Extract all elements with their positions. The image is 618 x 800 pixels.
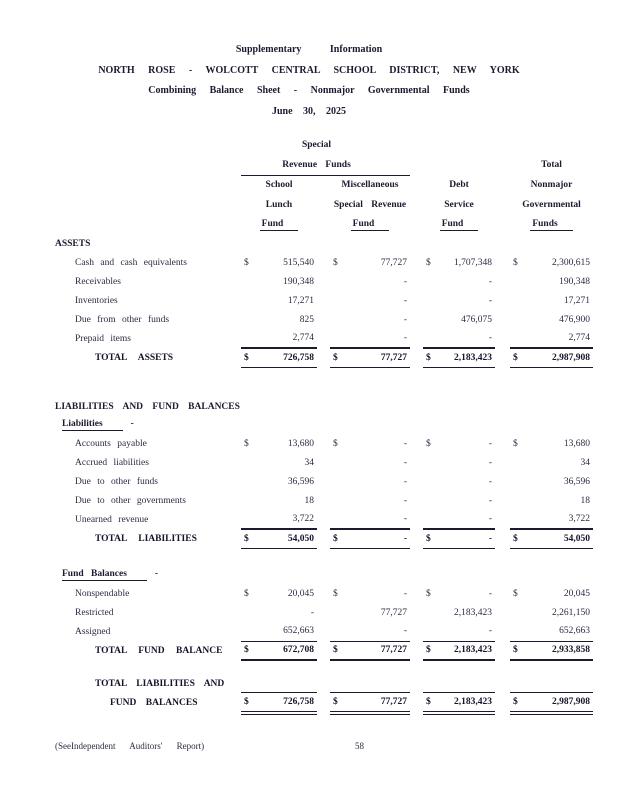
amount-value: 17,271 — [563, 295, 591, 306]
amount-value: 20,045 — [563, 588, 591, 599]
currency-symbol: $ — [244, 696, 249, 707]
currency-symbol: $ — [244, 588, 249, 599]
amount-cell — [423, 693, 495, 713]
fund-balances-subheader-row — [55, 566, 593, 584]
column-header-row-1 — [55, 175, 593, 195]
table-row — [55, 272, 593, 291]
amount-value: 515,540 — [283, 257, 314, 268]
table-row — [55, 310, 593, 329]
amount-cell — [241, 329, 317, 348]
amount-value: - — [488, 457, 493, 468]
amount-cell — [423, 272, 495, 291]
row-label: Accrued liabilities — [75, 457, 149, 468]
row-label: Due to other funds — [75, 476, 158, 487]
grand-total-label-line2: FUND BALANCES — [110, 697, 198, 708]
col2-fund-label: Fund — [351, 219, 390, 231]
column-group-row-2 — [55, 155, 593, 175]
amount-cell — [241, 491, 317, 510]
table-row — [55, 472, 593, 491]
amount-cell — [241, 641, 317, 660]
subheader-dash: - — [130, 419, 134, 429]
currency-symbol: $ — [426, 645, 431, 656]
total-label: TOTAL FUND BALANCE — [95, 645, 223, 656]
liabilities-section-header-row — [55, 397, 593, 416]
currency-symbol: $ — [426, 533, 431, 544]
amount-cell — [330, 510, 410, 529]
amount-cell — [330, 641, 410, 660]
row-label: Nonspendable — [75, 588, 130, 599]
currency-symbol: $ — [513, 352, 518, 363]
amount-value: 190,348 — [283, 276, 314, 287]
amount-value: - — [403, 295, 408, 306]
col2-header-line1: Miscellaneous — [341, 180, 399, 191]
amount-value: - — [488, 626, 493, 637]
subheader-dash: - — [154, 569, 159, 579]
amount-value: 672,708 — [283, 645, 314, 656]
table-row — [55, 291, 593, 310]
amount-value: 2,933,858 — [552, 645, 591, 656]
amount-value: - — [488, 476, 493, 487]
table-row — [55, 622, 593, 641]
total-label: TOTAL LIABILITIES — [95, 533, 197, 544]
amount-cell — [241, 622, 317, 641]
amount-value: 18 — [304, 495, 314, 506]
amount-cell — [423, 472, 495, 491]
document-header — [0, 0, 618, 122]
amount-cell — [510, 510, 593, 529]
amount-cell — [510, 491, 593, 510]
table-row — [55, 329, 593, 348]
currency-symbol: $ — [244, 645, 249, 656]
currency-symbol: $ — [333, 352, 338, 363]
amount-value: 2,987,908 — [552, 696, 591, 707]
table-row — [55, 453, 593, 472]
header-supplementary-line: Supplementary Information — [235, 44, 383, 55]
amount-value: 2,774 — [292, 333, 314, 343]
amount-cell — [423, 510, 495, 529]
total-group-label: Total — [541, 160, 562, 170]
currency-symbol: $ — [513, 696, 518, 707]
amount-cell — [510, 472, 593, 491]
amount-value: - — [488, 514, 493, 524]
amount-cell — [423, 329, 495, 348]
col3-header-line2: Service — [444, 200, 474, 210]
amount-value: 34 — [580, 457, 591, 468]
currency-symbol: $ — [333, 533, 338, 544]
amount-value: 2,183,423 — [454, 696, 493, 707]
row-label: Assigned — [75, 626, 111, 637]
amount-value: - — [488, 438, 493, 449]
amount-cell — [330, 622, 410, 641]
amount-value: 726,758 — [283, 696, 314, 707]
amount-cell — [510, 310, 593, 329]
amount-value: 2,183,423 — [454, 607, 493, 618]
page-number: 58 — [355, 740, 364, 751]
amount-value: - — [403, 495, 408, 506]
currency-symbol: $ — [426, 257, 431, 268]
currency-symbol: $ — [426, 352, 431, 363]
column-header-row-2 — [55, 195, 593, 215]
amount-value: 652,663 — [559, 626, 591, 637]
col1-header-line2: Lunch — [265, 200, 293, 210]
amount-value: 77,727 — [380, 607, 408, 618]
row-label: Inventories — [75, 295, 118, 306]
assets-section-title: ASSETS — [55, 239, 91, 249]
amount-value: 13,680 — [563, 438, 591, 449]
currency-symbol: $ — [244, 257, 249, 268]
amount-cell — [241, 584, 317, 603]
table-row — [55, 584, 593, 603]
amount-value: 2,300,615 — [552, 257, 591, 268]
amount-cell — [241, 603, 317, 622]
amount-value: 2,183,423 — [454, 645, 493, 656]
amount-cell — [330, 253, 410, 272]
amount-value: 20,045 — [287, 588, 314, 599]
amount-value: - — [403, 476, 408, 487]
currency-symbol: $ — [426, 588, 431, 599]
amount-cell — [510, 453, 593, 472]
amount-cell — [423, 253, 495, 272]
amount-cell — [510, 603, 593, 622]
amount-cell — [330, 491, 410, 510]
amount-cell — [510, 693, 593, 713]
amount-value: 77,727 — [380, 257, 408, 268]
amount-value: 2,183,423 — [454, 352, 493, 363]
amount-value: 18 — [580, 495, 591, 506]
amount-value: 2,261,150 — [552, 607, 591, 618]
document-footer — [55, 741, 618, 751]
amount-cell — [330, 291, 410, 310]
grand-total-label-line1: TOTAL LIABILITIES AND — [95, 679, 225, 690]
col1-header-line1: School — [265, 180, 293, 191]
header-district-line: NORTH ROSE - WOLCOTT CENTRAL SCHOOL DISTRICT, NEW YORK — [98, 64, 520, 76]
amount-cell — [423, 641, 495, 660]
currency-symbol: $ — [513, 438, 518, 449]
amount-cell — [423, 291, 495, 310]
amount-value: 36,596 — [287, 476, 314, 487]
amount-cell — [241, 434, 317, 453]
total-fund-balance-row — [55, 641, 593, 660]
amount-cell — [330, 434, 410, 453]
col2-header-line2: Special Revenue — [333, 200, 407, 210]
amount-value: 77,727 — [380, 696, 408, 707]
table-row — [55, 510, 593, 529]
currency-symbol: $ — [333, 438, 338, 449]
footnote: (SeeIndependent Auditors' Report) — [55, 740, 205, 751]
currency-symbol: $ — [333, 696, 338, 707]
header-statement-line: Combining Balance Sheet - Nonmajor Governmental Funds — [148, 85, 470, 96]
balance-sheet-table — [55, 135, 593, 715]
amount-cell — [241, 253, 317, 272]
amount-value: 34 — [304, 457, 314, 468]
revenue-funds-group-label: Revenue Funds — [241, 155, 410, 175]
col4-header-line1: Nonmajor — [530, 180, 573, 190]
amount-value: - — [403, 533, 408, 544]
amount-value: 77,727 — [380, 352, 408, 363]
amount-cell — [510, 272, 593, 291]
amount-value: 2,987,908 — [552, 352, 591, 363]
amount-cell — [423, 348, 495, 367]
amount-value: - — [403, 514, 408, 524]
col3-header-line1: Debt — [449, 180, 469, 190]
table-row — [55, 491, 593, 510]
col4-header-line2: Governmental — [522, 200, 581, 210]
amount-value: 2,774 — [568, 333, 591, 343]
row-label: Accounts payable — [75, 438, 147, 449]
liabilities-section-title: LIABILITIES AND FUND BALANCES — [55, 401, 240, 412]
amount-value: 825 — [299, 314, 314, 325]
liabilities-subheader: Liabilities — [62, 419, 123, 431]
table-row — [55, 434, 593, 453]
assets-section-header-row — [55, 235, 593, 253]
amount-value: - — [488, 276, 493, 287]
amount-cell — [330, 603, 410, 622]
amount-cell — [423, 491, 495, 510]
amount-cell — [423, 622, 495, 641]
amount-cell — [241, 510, 317, 529]
amount-value: 652,663 — [283, 626, 314, 637]
amount-value: 476,075 — [461, 314, 493, 325]
amount-cell — [423, 603, 495, 622]
amount-cell — [510, 253, 593, 272]
amount-cell — [330, 310, 410, 329]
currency-symbol: $ — [333, 645, 338, 656]
amount-value: - — [403, 626, 408, 637]
currency-symbol: $ — [513, 645, 518, 656]
special-group-label: Special — [301, 140, 332, 150]
currency-symbol: $ — [244, 352, 249, 363]
currency-symbol: $ — [513, 533, 518, 544]
currency-symbol: $ — [513, 588, 518, 599]
amount-cell — [330, 453, 410, 472]
amount-value: 13,680 — [287, 438, 314, 449]
amount-cell — [510, 641, 593, 660]
amount-cell — [423, 434, 495, 453]
amount-value: - — [403, 314, 408, 325]
grand-total-label-row — [55, 676, 593, 693]
amount-value: 54,050 — [563, 533, 591, 544]
currency-symbol: $ — [333, 257, 338, 268]
amount-value: - — [488, 495, 493, 506]
total-assets-row — [55, 348, 593, 367]
currency-symbol: $ — [244, 533, 249, 544]
amount-cell — [241, 472, 317, 491]
amount-cell — [241, 693, 317, 713]
amount-cell — [510, 434, 593, 453]
amount-cell — [510, 529, 593, 548]
amount-value: - — [488, 333, 493, 343]
amount-cell — [423, 529, 495, 548]
amount-cell — [510, 584, 593, 603]
amount-value: 3,722 — [568, 514, 591, 524]
amount-cell — [510, 291, 593, 310]
amount-cell — [241, 272, 317, 291]
row-label: Cash and cash equivalents — [75, 257, 187, 268]
amount-cell — [423, 584, 495, 603]
liabilities-subheader-row — [55, 416, 593, 434]
amount-value: 77,727 — [380, 645, 408, 656]
currency-symbol: $ — [426, 696, 431, 707]
col4-funds-label: Funds — [530, 219, 572, 231]
amount-value: - — [403, 588, 408, 599]
col3-fund-label: Fund — [440, 219, 479, 231]
currency-symbol: $ — [244, 438, 249, 449]
amount-cell — [241, 348, 317, 367]
row-label: Restricted — [75, 607, 114, 618]
amount-value: 726,758 — [283, 352, 314, 363]
amount-cell — [241, 291, 317, 310]
amount-value: - — [403, 333, 408, 343]
total-liabilities-row — [55, 529, 593, 548]
row-label: Prepaid items — [75, 333, 131, 344]
header-date-line: June 30, 2025 — [271, 105, 347, 117]
amount-cell — [510, 329, 593, 348]
amount-cell — [330, 584, 410, 603]
amount-value: 54,050 — [287, 533, 314, 544]
total-label: TOTAL ASSETS — [95, 352, 174, 363]
col1-fund-label: Fund — [260, 219, 299, 231]
amount-value: - — [403, 438, 408, 449]
row-label: Unearned revenue — [75, 514, 149, 525]
currency-symbol: $ — [513, 257, 518, 268]
amount-value: - — [488, 588, 493, 599]
amount-cell — [330, 529, 410, 548]
amount-cell — [241, 453, 317, 472]
amount-value: - — [488, 533, 493, 544]
amount-cell — [330, 693, 410, 713]
amount-cell — [241, 310, 317, 329]
amount-cell — [330, 272, 410, 291]
amount-cell — [423, 453, 495, 472]
table-row — [55, 253, 593, 272]
amount-value: 36,596 — [563, 476, 591, 487]
amount-value: 476,900 — [559, 314, 591, 325]
amount-cell — [510, 348, 593, 367]
column-header-row-3 — [55, 215, 593, 235]
column-group-row-1 — [55, 135, 593, 155]
fund-balances-subheader: Fund Balances — [62, 569, 147, 581]
amount-value: 190,348 — [559, 276, 591, 287]
amount-value: - — [310, 607, 314, 618]
currency-symbol: $ — [333, 588, 338, 599]
row-label: Due to other governments — [75, 495, 186, 506]
currency-symbol: $ — [426, 438, 431, 449]
amount-cell — [330, 472, 410, 491]
amount-value: - — [403, 276, 408, 287]
amount-cell — [241, 529, 317, 548]
amount-cell — [330, 329, 410, 348]
grand-total-row — [55, 693, 593, 713]
table-row — [55, 603, 593, 622]
amount-value: - — [488, 295, 493, 306]
amount-cell — [423, 310, 495, 329]
amount-cell — [330, 348, 410, 367]
amount-value: 3,722 — [292, 514, 314, 524]
row-label: Due from other funds — [75, 314, 170, 325]
row-label: Receivables — [75, 276, 121, 287]
amount-value: - — [403, 457, 408, 468]
amount-value: 17,271 — [287, 295, 314, 306]
amount-cell — [510, 622, 593, 641]
amount-value: 1,707,348 — [454, 257, 493, 268]
